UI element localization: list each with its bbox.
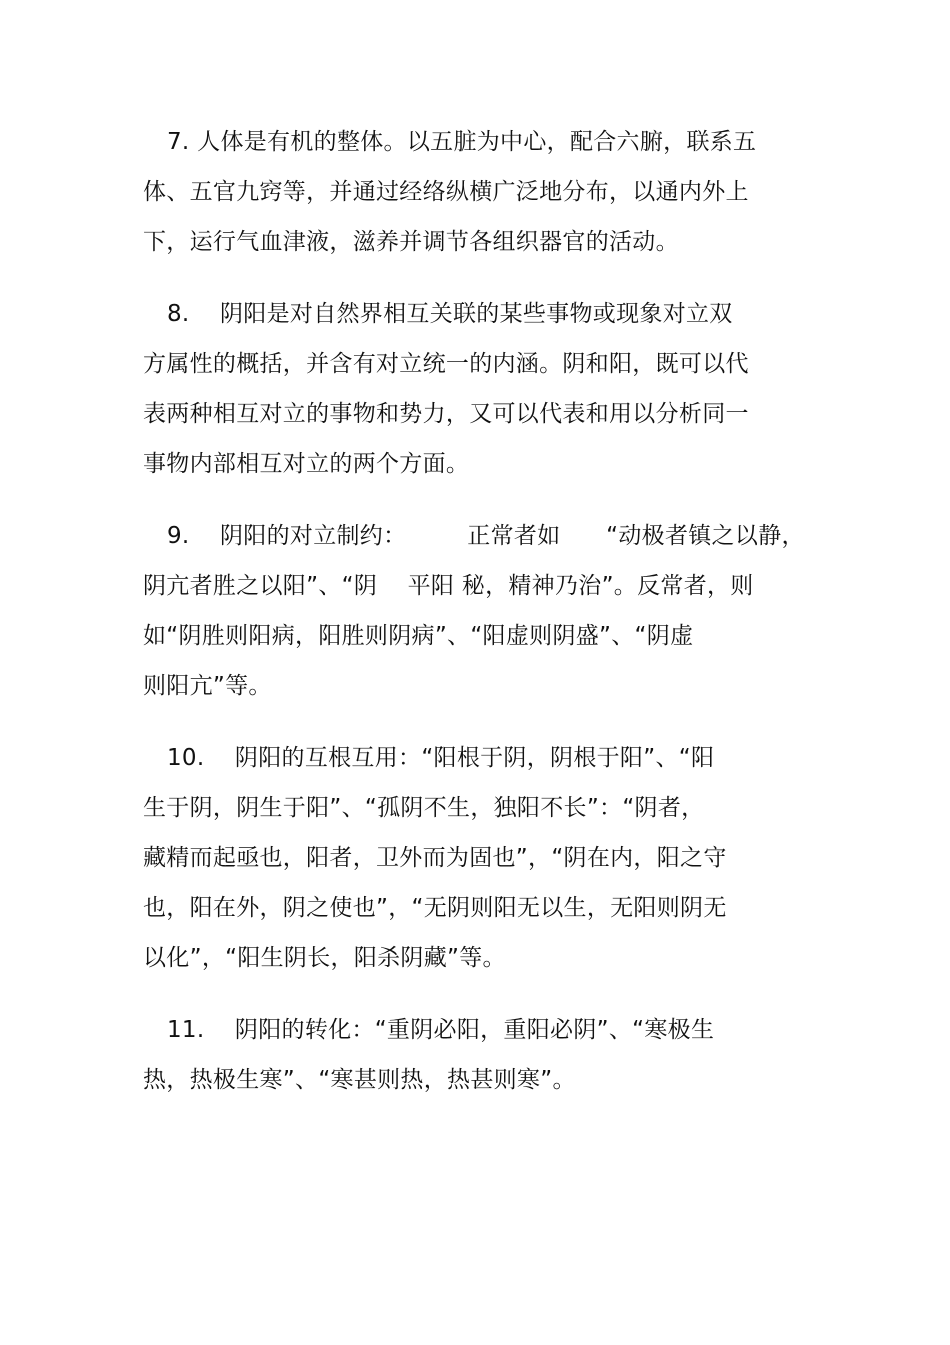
text-line: 表两种相互对立的事物和势力，又可以代表和用以分析同一 (143, 401, 749, 427)
text-line: 方属性的概括，并含有对立统一的内涵。阴和阳，既可以代 (143, 351, 749, 377)
text-line: 如“阴胜则阳病，阳胜则阴病”、“阳虚则阴盛”、“阴虚 (143, 623, 694, 649)
text-line: 热，热极生寒”、“寒甚则热，热甚则寒”。 (143, 1067, 576, 1093)
text-line: 8. 阴阳是对自然界相互关联的某些事物或现象对立双 (167, 301, 733, 327)
text-line: 9. 阴阳的对立制约： 正常者如 “动极者镇之以静， (167, 523, 805, 549)
text-line: 11. 阴阳的转化：“重阴必阳，重阳必阴”、“寒极生 (167, 1017, 715, 1043)
text-line: 生于阴，阴生于阳”、“孤阴不生，独阳不长”：“阴者， (143, 795, 705, 821)
text-line: 则阳亢”等。 (143, 673, 272, 699)
text-line: 体、五官九窍等，并通过经络纵横广泛地分布，以通内外上 (143, 179, 749, 205)
text-line: 7. 人体是有机的整体。以五脏为中心，配合六腑，联系五 (167, 129, 757, 155)
text-line: 事物内部相互对立的两个方面。 (143, 451, 470, 477)
text-line: 下，运行气血津液，滋养并调节各组织器官的活动。 (143, 229, 679, 255)
text-line: 也，阳在外，阴之使也”，“无阴则阳无以生，无阳则阴无 (143, 895, 727, 921)
text-line: 以化”，“阳生阴长，阳杀阴藏”等。 (143, 945, 506, 971)
text-line: 阴亢者胜之以阳”、“阴 平阳 秘，精神乃治”。反常者，则 (143, 573, 754, 599)
text-line: 10. 阴阳的互根互用：“阳根于阴，阴根于阳”、“阳 (167, 745, 715, 771)
text-line: 藏精而起亟也，阳者，卫外而为固也”，“阴在内，阳之守 (143, 845, 727, 871)
